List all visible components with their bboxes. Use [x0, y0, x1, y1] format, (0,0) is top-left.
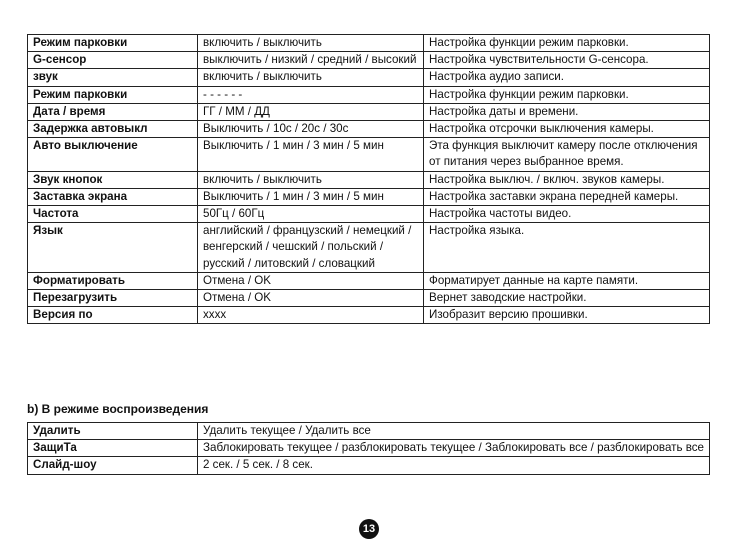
table-row [28, 457, 710, 474]
setting-description: Настройка выключ. / включ. звуков камеры. [424, 171, 710, 188]
setting-options: Отмена / OK [198, 272, 424, 289]
setting-description: Настройка аудио записи. [424, 69, 710, 86]
setting-options: Заблокировать текущее / разблокировать текущее / Заблокировать все / разблокировать все [198, 440, 710, 457]
setting-description: Вернет заводские настройки. [424, 290, 710, 307]
setting-name: Задержка автовыкл [28, 121, 198, 138]
table-row [28, 138, 710, 171]
setting-options: Выключить / 10с / 20с / 30с [198, 121, 424, 138]
setting-options: ГГ / ММ / ДД [198, 103, 424, 120]
settings-table [27, 34, 710, 324]
table-row [28, 171, 710, 188]
setting-description: Настройка заставки экрана передней камеры. [424, 188, 710, 205]
setting-name: Частота [28, 206, 198, 223]
setting-description: Настройка чувствительности G-сенсора. [424, 52, 710, 69]
setting-description: Настройка даты и времени. [424, 103, 710, 120]
setting-options: Отмена / OK [198, 290, 424, 307]
table-row [28, 121, 710, 138]
setting-options: 50Гц / 60Гц [198, 206, 424, 223]
setting-name: Звук кнопок [28, 171, 198, 188]
setting-options: xxxx [198, 307, 424, 324]
setting-name: Режим парковки [28, 35, 198, 52]
setting-description: Настройка отсрочки выключения камеры. [424, 121, 710, 138]
setting-name: Дата / время [28, 103, 198, 120]
setting-options: 2 сек. / 5 сек. / 8 сек. [198, 457, 710, 474]
setting-name: ЗащиТа [28, 440, 198, 457]
setting-options: Выключить / 1 мин / 3 мин / 5 мин [198, 188, 424, 205]
table-row [28, 103, 710, 120]
setting-options: Выключить / 1 мин / 3 мин / 5 мин [198, 138, 424, 171]
setting-name: Режим парковки [28, 86, 198, 103]
setting-options: - - - - - - [198, 86, 424, 103]
setting-name: Перезагрузить [28, 290, 198, 307]
setting-description: Изобразит версию прошивки. [424, 307, 710, 324]
setting-description: Эта функция выключит камеру после отключения от питания через выбранное время. [424, 138, 710, 171]
setting-name: Заставка экрана [28, 188, 198, 205]
setting-description: Настройка функции режим парковки. [424, 86, 710, 103]
setting-description: Настройка языка. [424, 223, 710, 273]
table-row [28, 423, 710, 440]
playback-table [27, 422, 710, 475]
table-row [28, 223, 710, 273]
setting-description: Форматирует данные на карте памяти. [424, 272, 710, 289]
page-number-badge: 13 [359, 519, 379, 539]
table-row [28, 69, 710, 86]
setting-options: выключить / низкий / средний / высокий [198, 52, 424, 69]
table-row [28, 440, 710, 457]
table-row [28, 272, 710, 289]
setting-description: Настройка частоты видео. [424, 206, 710, 223]
setting-name: Удалить [28, 423, 198, 440]
section-title: b) В режиме воспроизведения [27, 402, 209, 416]
table-row [28, 206, 710, 223]
setting-options: английский / французский / немецкий / венгерский / чешский / польский / русский / литовский / словацкий [198, 223, 424, 273]
table-row [28, 52, 710, 69]
setting-options: включить / выключить [198, 35, 424, 52]
setting-name: Авто выключение [28, 138, 198, 171]
setting-name: Слайд-шоу [28, 457, 198, 474]
setting-name: Версия по [28, 307, 198, 324]
table-row [28, 290, 710, 307]
table-row [28, 86, 710, 103]
setting-description: Настройка функции режим парковки. [424, 35, 710, 52]
setting-options: включить / выключить [198, 171, 424, 188]
setting-name: Форматировать [28, 272, 198, 289]
setting-name: G-сенсор [28, 52, 198, 69]
setting-name: Язык [28, 223, 198, 273]
table-row [28, 307, 710, 324]
table-row [28, 35, 710, 52]
table-row [28, 188, 710, 205]
setting-options: Удалить текущее / Удалить все [198, 423, 710, 440]
setting-name: звук [28, 69, 198, 86]
setting-options: включить / выключить [198, 69, 424, 86]
